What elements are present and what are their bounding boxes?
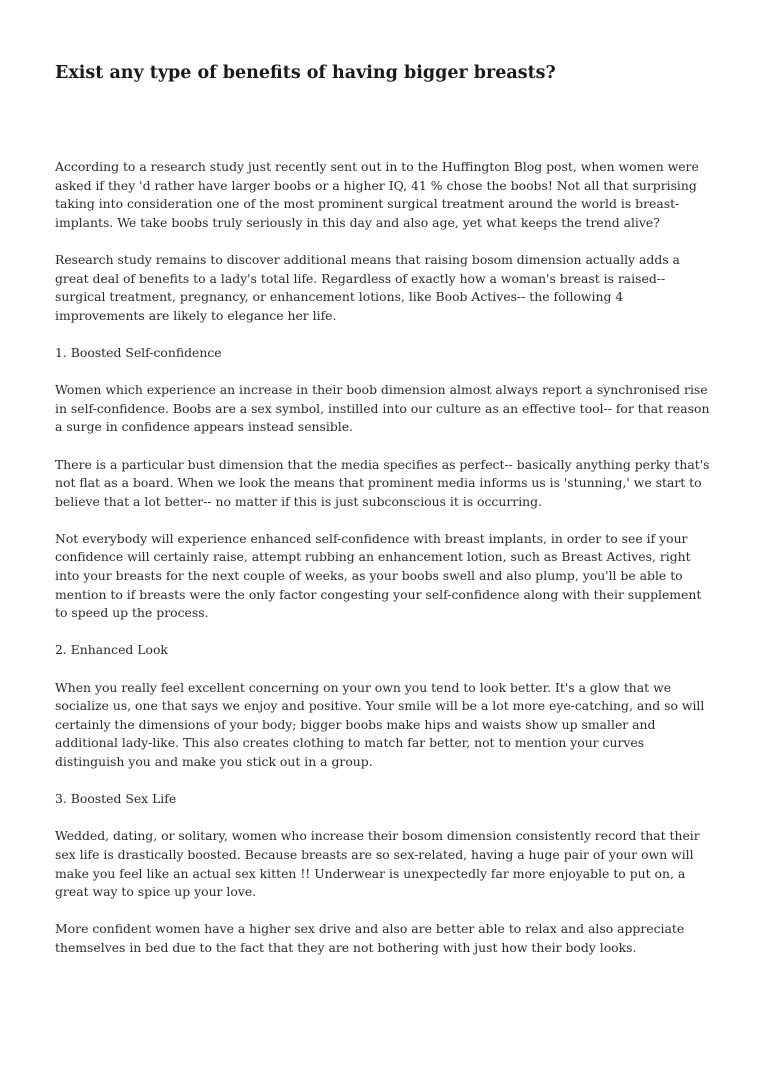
paragraph-enhanced-look: When you really feel excellent concerning on your own you tend to look better. It's a glow that we socialize us, one that says we enjoy and positive. Your smile will be a lot more eye-catching, and so will certainly the dimensions of your body; bigger boobs make hips and waists show up smaller and additional lady-like. This also creates clothing to match far better, not to mention your curves distinguish you and make you stick out in a group. (55, 679, 705, 769)
document-body (55, 158, 715, 976)
paragraph-sex-life-1: Wedded, dating, or solitary, women who increase their bosom dimension consistently record that their sex life is drastically boosted. Because breasts are so sex-related, having a huge pair of your own will make you feel like an actual sex kitten !! Underwear is unexpectedly far more enjoyable to put on, a great way to spice up your love. (55, 828, 700, 900)
section-heading-enhanced-look: 2. Enhanced Look (55, 642, 168, 658)
paragraph-sex-life-2: More confident women have a higher sex drive and also are better able to relax and also appreciate themselves in bed due to the fact that they are not bothering with just how their body looks. (55, 921, 685, 955)
paragraph-self-confidence-3: Not everybody will experience enhanced self-confidence with breast implants, in order to see if your confidence will certainly raise, attempt rubbing an enhancement lotion, such as Breast Actives, right into your breasts for the next couple of weeks, as your boobs swell and also plump, you'll be able to mention to if breasts were the only factor congesting your self-confidence along with their supplement to speed up the process. (55, 530, 702, 621)
paragraph-self-confidence-2: There is a particular bust dimension that the media specifies as perfect-- basically anything perky that's not flat as a board. When we look the means that prominent media informs us is 'stunning,' we start to believe that a lot better-- no matter if this is just subconscious it is occurring. (55, 456, 710, 509)
section-heading-self-confidence: 1. Boosted Self-confidence (55, 344, 222, 360)
paragraph-self-confidence-1: Women which experience an increase in their boob dimension almost always report a synchronised rise in self-confidence. Boobs are a sex symbol, instilled into our culture as an effective tool-- for that reason a surge in confidence appears instead sensible. (55, 382, 710, 435)
paragraph-research: Research study remains to discover additional means that raising bosom dimension actually adds a great deal of benefits to a lady's total life. Regardless of exactly how a woman's breast is raised-- surgical treatment, pregnancy, or enhancement lotions, like Boob Actives-- the following 4 improvements are likely to elegance her life. (55, 251, 680, 323)
paragraph-intro: According to a research study just recently sent out in to the Huffington Blog post, when women were asked if they 'd rather have larger boobs or a higher IQ, 41 % chose the boobs! Not all that surprising taking into consideration one of the most prominent surgical treatment around the world is breast-implants. We take boobs truly seriously in this day and also age, yet what keeps the trend alive? (55, 159, 699, 230)
document-title: Exist any type of benefits of having bigger breasts? (55, 63, 556, 83)
section-heading-sex-life: 3. Boosted Sex Life (55, 791, 177, 807)
